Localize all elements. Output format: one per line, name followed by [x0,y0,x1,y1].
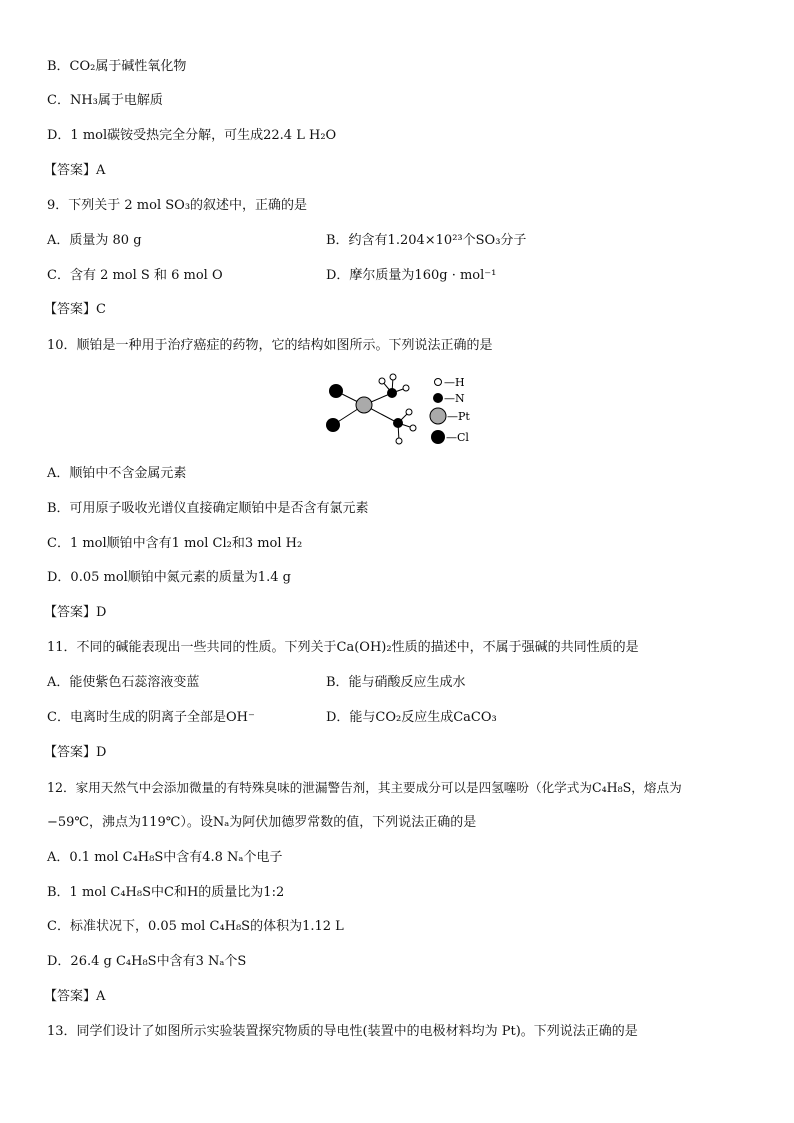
legend-h-label: —H [444,376,465,389]
h-atom [410,425,416,431]
q10-option-d: D．0.05 mol顺铂中氮元素的质量为1.4 g [47,570,291,585]
legend-cl-label: —Cl [446,431,469,444]
q9-stem: 9．下列关于 2 mol SO₃的叙述中，正确的是 [47,198,308,213]
q11-stem: 11．不同的碱能表现出一些共同的性质。下列关于Ca(OH)₂性质的描述中，不属于强碱的共同性质的是 [47,640,639,655]
q9-option-b: B．约含有1.204×10²³个SO₃分子 [326,233,527,248]
q12-option-c: C．标准状况下，0.05 mol C₄H₈S的体积为1.12 L [47,919,344,934]
legend-n-label: —N [444,392,465,405]
h-atom [379,378,385,384]
legend-n-swatch [433,393,443,403]
n-atom [393,418,403,428]
legend-pt-label: —Pt [447,410,470,423]
q10-stem: 10．顺铂是一种用于治疗癌症的药物，它的结构如图所示。下列说法正确的是 [47,338,493,353]
cl-atom [326,418,340,432]
q11-option-b: B．能与硝酸反应生成水 [326,675,466,690]
q10-option-b: B．可用原子吸收光谱仪直接确定顺铂中是否含有氯元素 [47,501,369,516]
h-atom [403,385,409,391]
pt-atom [356,397,372,413]
q9-option-a: A．质量为 80 g [47,233,142,248]
h-atom [396,438,402,444]
q12-option-b: B．1 mol C₄H₈S中C和H的质量比为1:2 [47,885,285,900]
q8-option-d: D．1 mol碳铵受热完全分解，可生成22.4 L H₂O [47,128,337,143]
legend-cl-swatch [431,430,445,444]
h-atom [406,409,412,415]
q12-stem-line2: −59℃，沸点为119℃）。设Nₐ为阿伏加德罗常数的值，下列说法正确的是 [47,815,477,830]
q13-stem: 13．同学们设计了如图所示实验装置探究物质的导电性(装置中的电极材料均为 Pt)。下列说法正确的是 [47,1024,638,1039]
q11-answer: 【答案】D [44,745,107,760]
q10-option-a: A．顺铂中不含金属元素 [47,466,187,481]
cl-atom [329,384,343,398]
q8-answer: 【答案】A [44,163,106,178]
q12-option-a: A．0.1 mol C₄H₈S中含有4.8 Nₐ个电子 [47,850,283,865]
q12-stem-line1: 12．家用天然气中会添加微量的有特殊臭味的泄漏警告剂，其主要成分可以是四氢噻吩（化学式为C₄H₈S，熔点为 [47,780,682,795]
legend-pt-swatch [430,408,446,424]
q11-option-c: C．电离时生成的阴离子全部是OH⁻ [47,710,255,725]
q9-option-c: C．含有 2 mol S 和 6 mol O [47,268,223,283]
q9-option-d: D．摩尔质量为160g · mol⁻¹ [326,268,497,283]
n-atom [387,388,397,398]
h-atom [390,374,396,380]
legend-h-swatch [435,379,442,386]
q11-option-d: D．能与CO₂反应生成CaCO₃ [326,710,497,725]
q12-option-d: D．26.4 g C₄H₈S中含有3 Nₐ个S [47,954,247,969]
q12-answer: 【答案】A [44,989,106,1004]
q10-answer: 【答案】D [44,605,107,620]
q8-option-c: C．NH₃属于电解质 [47,93,163,108]
q9-answer: 【答案】C [44,302,106,317]
cisplatin-structure-figure [320,372,480,452]
q8-option-b: B．CO₂属于碱性氧化物 [47,59,187,74]
q11-option-a: A．能使紫色石蕊溶液变蓝 [47,675,200,690]
q10-option-c: C．1 mol顺铂中含有1 mol Cl₂和3 mol H₂ [47,536,303,551]
